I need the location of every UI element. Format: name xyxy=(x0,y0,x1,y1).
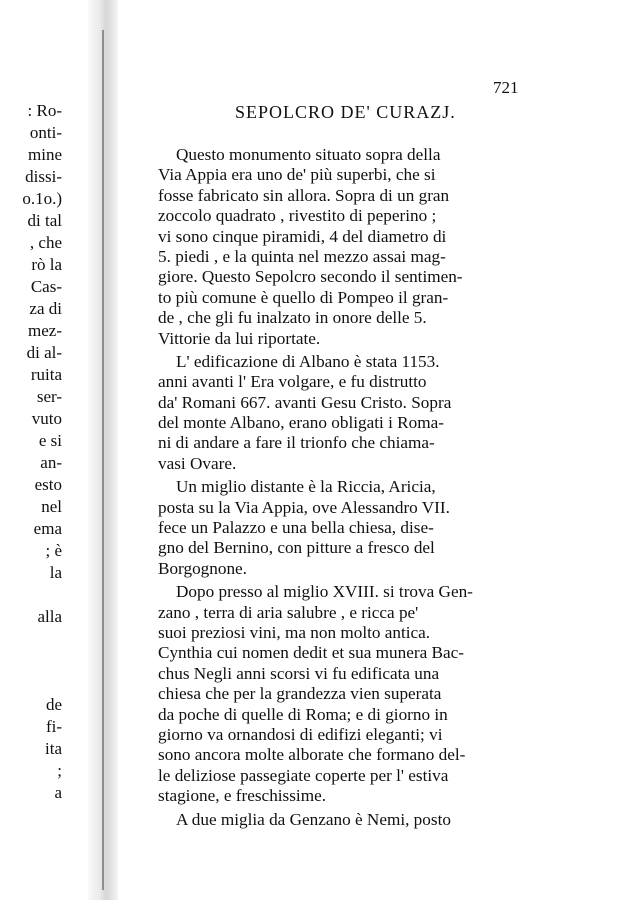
text-line: da' Romani 667. avanti Gesu Cristo. Sopra xyxy=(158,392,452,412)
left-fragment-line: esto xyxy=(34,475,62,494)
left-fragment-line: e si xyxy=(38,431,62,450)
left-fragment-line: alla xyxy=(37,607,62,626)
left-fragment-line: de xyxy=(45,695,62,714)
left-fragment-line: Cas- xyxy=(30,277,62,296)
left-fragment-line: ; è xyxy=(45,541,62,560)
text-line: anni avanti l' Era volgare, e fu distrutto xyxy=(158,372,427,392)
text-line: zoccolo quadrato , rivestito di peperino ; xyxy=(158,206,437,226)
text-line: suoi preziosi vini, ma non molto antica. xyxy=(158,622,431,642)
text-line: da poche di quelle di Roma; e di giorno in xyxy=(158,704,448,724)
text-line: zano , terra di aria salubre , e ricca pe' xyxy=(158,602,419,622)
left-fragment-line: mine xyxy=(28,145,62,164)
left-fragment-line: a xyxy=(54,783,62,802)
left-fragment-line: fi- xyxy=(45,717,62,736)
paragraph xyxy=(158,145,563,349)
page-number: 721 xyxy=(493,78,519,97)
left-page-fragments xyxy=(0,100,62,804)
text-line: fosse fabricato sin allora. Sopra di un gran xyxy=(158,185,450,205)
text-line: Questo monumento situato sopra della xyxy=(176,145,441,164)
body-text xyxy=(158,145,563,830)
text-line: posta su la Via Appia, ove Alessandro VII. xyxy=(158,497,450,517)
text-line: Cynthia cui nomen dedit et sua munera Bac- xyxy=(158,643,464,663)
text-line: to più comune è quello di Pompeo il gran- xyxy=(158,287,449,307)
text-line: Borgognone. xyxy=(158,558,247,578)
text-line: Dopo presso al miglio XVIII. si trova Gen- xyxy=(176,582,473,602)
left-fragment-line: rò la xyxy=(31,255,62,274)
text-line: 5. piedi , e la quinta nel mezzo assai mag- xyxy=(158,246,446,266)
left-fragment-line: la xyxy=(49,563,62,582)
paragraph xyxy=(158,477,563,579)
left-fragment-line: ruita xyxy=(30,365,62,384)
left-fragment-line: za di xyxy=(29,299,62,318)
left-fragment-line: , che xyxy=(29,233,62,252)
text-line: chiesa che per la grandezza vien superata xyxy=(158,684,442,704)
paragraph xyxy=(158,582,563,806)
left-fragment-line: o.1o.) xyxy=(22,189,62,208)
text-line: L' edificazione di Albano è stata 1153. xyxy=(176,351,440,371)
text-line: vasi Ovare. xyxy=(158,453,237,473)
left-fragment-line: ser- xyxy=(36,387,62,406)
left-fragment-line: nel xyxy=(41,497,62,516)
left-fragment-line xyxy=(0,628,62,650)
left-fragment-line: onti- xyxy=(29,123,62,142)
text-line: giore. Questo Sepolcro secondo il sentimen- xyxy=(158,267,463,287)
left-fragment-line: ema xyxy=(33,519,62,538)
left-fragment-line: di al- xyxy=(26,343,62,362)
text-line: vi sono cinque piramidi, 4 del diametro di xyxy=(158,226,447,246)
left-fragment-line: ita xyxy=(45,739,62,758)
left-fragment-line: di tal xyxy=(27,211,62,230)
text-line: gno del Bernino, con pitture a fresco del xyxy=(158,538,435,558)
text-line: chus Negli anni scorsi vi fu edificata una xyxy=(158,663,440,683)
left-fragment-line xyxy=(0,672,62,694)
text-line: A due miglia da Genzano è Nemi, posto xyxy=(176,809,451,829)
text-line: giorno va ornandosi di edifizi eleganti; vi xyxy=(158,724,443,744)
left-fragment-line: mez- xyxy=(28,321,62,340)
left-fragment-line: vuto xyxy=(31,409,62,428)
running-head: SEPOLCRO DE' CURAZJ. xyxy=(235,102,456,122)
paragraph xyxy=(158,352,563,474)
text-line: ni di andare a fare il trionfo che chiama- xyxy=(158,433,435,453)
text-line: stagione, e freschissime. xyxy=(158,786,327,806)
page-fold xyxy=(102,30,104,890)
left-fragment-line xyxy=(0,650,62,672)
text-line: Via Appia era uno de' più superbi, che si xyxy=(158,165,436,185)
left-fragment-line: ; xyxy=(57,761,62,780)
text-line: Vittorie da lui riportate. xyxy=(158,328,321,348)
text-line: Un miglio distante è la Riccia, Aricia, xyxy=(176,477,436,497)
left-fragment-line: an- xyxy=(40,453,62,472)
left-fragment-line: : Ro- xyxy=(27,101,62,120)
text-line: sono ancora molte alborate che formano del- xyxy=(158,745,466,765)
text-line: de , che gli fu inalzato in onore delle 5. xyxy=(158,308,427,328)
text-line: del monte Albano, erano obligati i Roma- xyxy=(158,413,444,433)
left-fragment-line: dissi- xyxy=(25,167,62,186)
text-line: le deliziose passegiate coperte per l' estiva xyxy=(158,765,449,785)
left-fragment-line xyxy=(0,584,62,606)
text-line: fece un Palazzo e una bella chiesa, dise- xyxy=(158,518,434,538)
paragraph xyxy=(158,810,563,830)
